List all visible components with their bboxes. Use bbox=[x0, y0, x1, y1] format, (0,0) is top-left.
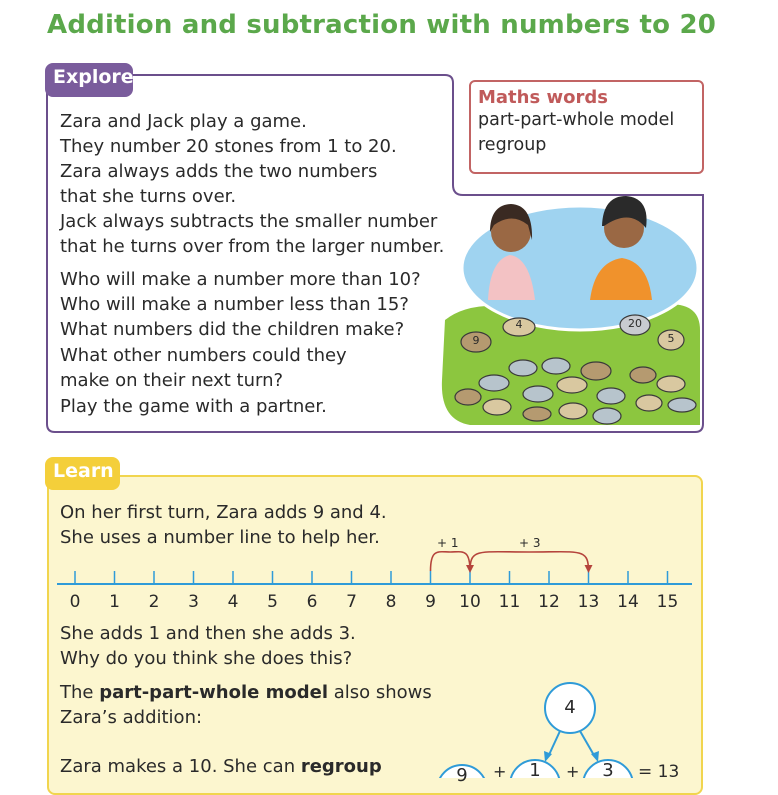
maths-word: regroup bbox=[478, 135, 547, 155]
stone-label: 4 bbox=[515, 318, 523, 331]
text: also shows bbox=[328, 682, 432, 703]
tick-label: 0 bbox=[69, 592, 81, 612]
tick-label: 2 bbox=[148, 592, 160, 612]
learn-text: She uses a number line to help her. bbox=[60, 527, 380, 548]
tick-label: 7 bbox=[346, 592, 357, 612]
bold-term: regroup bbox=[300, 756, 382, 777]
explore-text: Zara always adds the two numbers bbox=[60, 161, 378, 182]
explore-text: Zara and Jack play a game. bbox=[60, 111, 307, 132]
result: = 13 bbox=[638, 762, 680, 782]
explore-question: Play the game with a partner. bbox=[60, 396, 327, 417]
explore-text: that she turns over. bbox=[60, 186, 237, 207]
tick-label: 5 bbox=[267, 592, 278, 612]
learn-text: On her first turn, Zara adds 9 and 4. bbox=[60, 502, 387, 523]
explore-text: They number 20 stones from 1 to 20. bbox=[60, 136, 397, 157]
learn-text: Zara’s addition: bbox=[60, 707, 203, 728]
tick-label: 6 bbox=[306, 592, 318, 612]
maths-words-title: Maths words bbox=[478, 87, 608, 108]
tick-label: 8 bbox=[385, 592, 397, 612]
stone-label: 20 bbox=[628, 317, 642, 330]
learn-text: Why do you think she does this? bbox=[60, 648, 353, 669]
tick-label: 3 bbox=[188, 592, 199, 612]
explore-tab: Explore bbox=[45, 63, 133, 97]
plus-sign: + bbox=[493, 762, 507, 781]
stone-label: 9 bbox=[472, 334, 480, 347]
tick-label: 13 bbox=[577, 592, 600, 612]
jump-label: + 1 bbox=[437, 536, 459, 550]
plus-sign: + bbox=[566, 762, 580, 781]
learn-text: She adds 1 and then she adds 3. bbox=[60, 623, 356, 644]
explore-question: What other numbers could they bbox=[60, 345, 347, 366]
explore-question: make on their next turn? bbox=[60, 370, 284, 391]
explore-question: Who will make a number more than 10? bbox=[60, 269, 421, 290]
tick-label: 4 bbox=[227, 592, 239, 612]
tick-label: 9 bbox=[425, 592, 436, 612]
tick-label: 15 bbox=[656, 592, 679, 612]
tick-label: 10 bbox=[459, 592, 481, 612]
learn-tab: Learn bbox=[45, 457, 120, 490]
tick-label: 12 bbox=[538, 592, 560, 612]
tick-label: 1 bbox=[109, 592, 120, 612]
explore-text: Jack always subtracts the smaller number bbox=[60, 211, 438, 232]
whole-value: 4 bbox=[564, 697, 576, 718]
bold-term: part-part-whole model bbox=[99, 682, 329, 703]
tick-label: 14 bbox=[617, 592, 639, 612]
explore-question: Who will make a number less than 15? bbox=[60, 294, 409, 315]
explore-question: What numbers did the children make? bbox=[60, 319, 405, 340]
part-value: 3 bbox=[602, 760, 614, 781]
jump-label: + 3 bbox=[519, 536, 541, 550]
page-title: Addition and subtraction with numbers to 20 bbox=[47, 10, 717, 40]
part-value: 1 bbox=[529, 760, 541, 781]
text: Zara makes a 10. She can bbox=[60, 756, 301, 777]
explore-text: that he turns over from the larger number. bbox=[60, 236, 445, 257]
tick-label: 11 bbox=[498, 592, 521, 612]
text: The bbox=[60, 682, 100, 703]
stone-label: 5 bbox=[667, 332, 675, 345]
part-value: 9 bbox=[456, 765, 468, 786]
maths-word: part-part-whole model bbox=[478, 110, 675, 130]
